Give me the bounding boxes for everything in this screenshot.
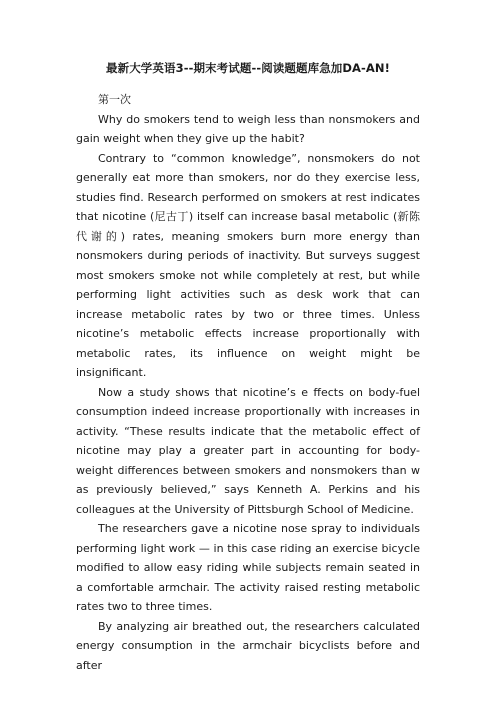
paragraph-3: Now a study shows that nicotine’s e ffects on body-fuel consumption indeed increase proportionally with increases in activity. “These results indicate that the metabolic effect of nicotine may play a greater part in accounting for body-weight differences between smokers and nonsmokers than w as previously believed,” says Kenneth A. Perkins and his colleagues at the University of Pittsburgh School of Medicine. — [76, 385, 420, 516]
document-title: 最新大学英语3--期末考试题--阅读题题库急加DA-AN! — [106, 61, 390, 75]
paragraph-5: By analyzing air breathed out, the researchers calculated energy consumption in the armchair bicyclists before and after — [76, 619, 420, 672]
paragraph-4: The researchers gave a nicotine nose spray to individuals performing light work — in this case riding an exercise bicycle modified to allow easy riding while subjects remain seated in a comfortable armchair. The activity raised resting metabolic rates two to three times. — [76, 522, 420, 613]
paragraph-2: Contrary to “common knowledge”, nonsmokers do not generally eat more than smokers, nor do they exercise less, studies find. Research performed on smokers at rest indicates that nicotine (尼古丁) itself can increase basal metabolic (新陈代谢的) rates, meaning smokers burn more energy than nonsmokers during periods of inactivity. But surveys suggest most smokers smoke not while completely at rest, but while performing light activities such as desk work that can increase metabolic rates by two or three times. Unless nicotine’s metabolic effects increase proportionally with metabolic rates, its influence on weight might be insignificant. — [76, 151, 420, 379]
section-label: 第一次 — [98, 93, 131, 106]
paragraph-1: Why do smokers tend to weigh less than nonsmokers and gain weight when they give up the habit? — [76, 112, 420, 145]
